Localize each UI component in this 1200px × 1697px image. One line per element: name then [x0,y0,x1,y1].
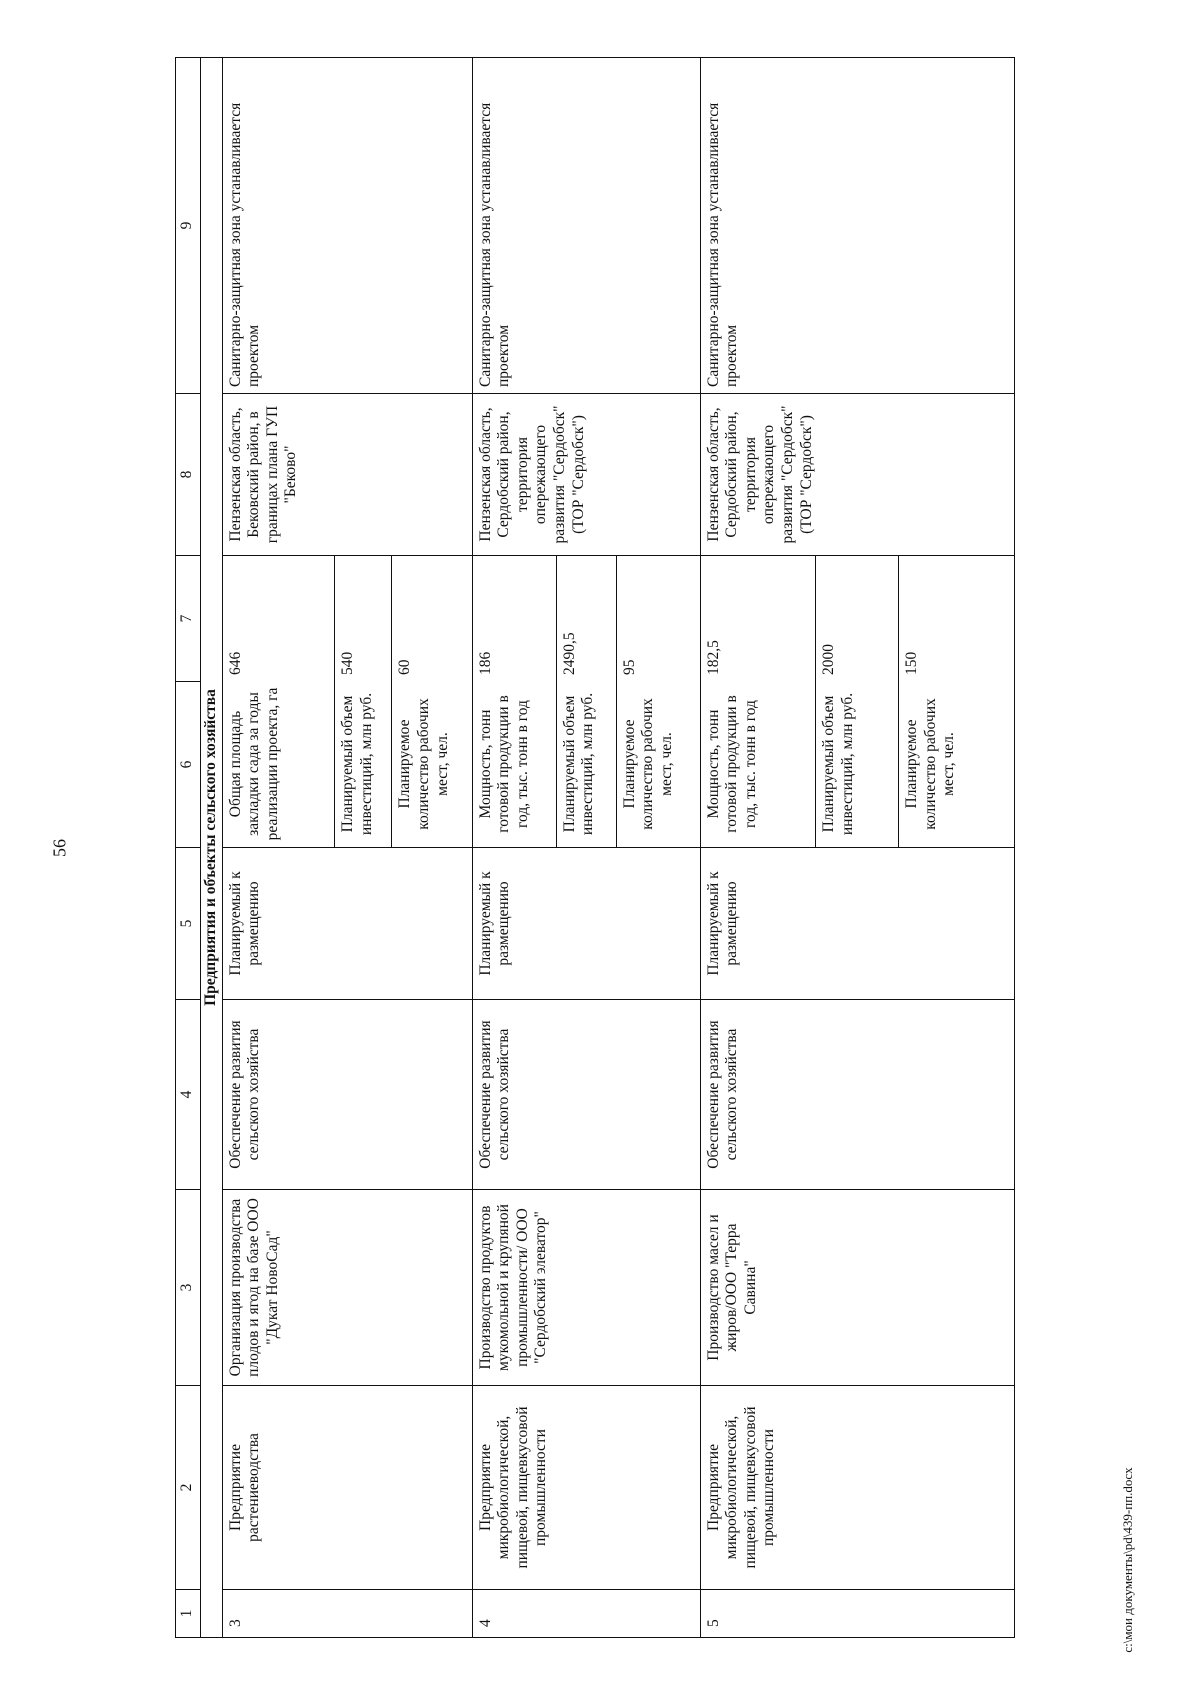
characteristics-cell [472,556,700,848]
col-number: 5 [176,848,201,1000]
object-zone: Санитарно-защитная зона устанавливается проектом [222,58,472,394]
rotated-table-container [175,58,1015,1638]
col-number: 8 [176,394,201,556]
row-number: 5 [700,1590,1014,1638]
characteristic-row [816,555,899,847]
section-title: Предприятия и объекты сельского хозяйства [201,58,223,1638]
characteristic-value: 2000 [816,555,899,681]
characteristic-row [392,555,472,847]
object-status: Планируемый к размещению [700,848,1014,1000]
object-name: Производство масел и жиров/ООО "Терра Савина" [700,1190,1014,1386]
characteristic-value: 95 [616,555,700,681]
characteristic-row [616,555,700,847]
characteristic-value: 150 [899,555,1014,681]
table-row [472,58,700,1638]
characteristic-value: 186 [476,651,494,675]
object-zone: Санитарно-защитная зона устанавливается проектом [472,58,700,394]
characteristic-row [899,555,1014,847]
characteristic-label: Планируемое количество рабочих мест, чел. [392,681,472,847]
footer-file-path: c:\мои документы\pd\439-пп.docx [1120,1467,1135,1653]
characteristics-cell [700,556,1014,848]
row-number: 3 [222,1590,472,1638]
col-number: 9 [176,58,201,394]
characteristic-value: 182,5 [704,640,722,675]
object-zone: Санитарно-защитная зона устанавливается проектом [700,58,1014,394]
page-number: 56 [49,839,70,857]
col-number: 1 [176,1590,201,1638]
characteristic-row [335,555,392,847]
characteristic-row [223,555,335,847]
objects-table [175,57,1015,1638]
characteristic-value: 540 [335,555,392,681]
col-number: 6 [176,682,201,848]
col-number: 3 [176,1190,201,1386]
characteristic-label: Планируемый объем инвестиций, млн руб. [556,681,616,847]
characteristic-row [473,555,557,847]
characteristics-subtable [223,555,472,847]
object-name: Организация производства плодов и ягод на базе ООО "Дукат НовоСад" [222,1190,472,1386]
characteristic-label: Мощность, тонн готовой продукции в год, тыс. тонн в год [476,695,531,833]
object-location: Пензенская область, Бековский район, в границах плана ГУП "Беково" [222,394,472,556]
characteristic-value: 2490,5 [556,555,616,681]
characteristics-subtable [701,555,1014,847]
characteristic-label: Общая площадь закладки сада за годы реализации проекта, га [226,687,281,841]
table-row [222,58,472,1638]
object-location: Пензенская область, Сердобский район, территория опережающего развития "Сердобск" (ТОР "Сердобск") [700,394,1014,556]
object-purpose: Обеспечение развития сельского хозяйства [222,1000,472,1190]
characteristic-row [556,555,616,847]
row-number: 4 [472,1590,700,1638]
object-status: Планируемый к размещению [472,848,700,1000]
characteristic-label: Планируемое количество рабочих мест, чел. [899,681,1014,847]
characteristic-label: Планируемое количество рабочих мест, чел. [616,681,700,847]
object-location: Пензенская область, Сердобский район, территория опережающего развития "Сердобск" (ТОР "Сердобск") [472,394,700,556]
section-row [201,58,223,1638]
characteristic-value: 646 [226,651,244,675]
object-type: Предприятие растениеводства [222,1386,472,1590]
characteristic-value: 60 [392,555,472,681]
col-number: 7 [176,556,201,682]
object-purpose: Обеспечение развития сельского хозяйства [472,1000,700,1190]
characteristic-row [701,555,816,847]
object-purpose: Обеспечение развития сельского хозяйства [700,1000,1014,1190]
object-status: Планируемый к размещению [222,848,472,1000]
characteristics-cell [222,556,472,848]
col-number: 4 [176,1000,201,1190]
object-type: Предприятие микробиологической, пищевой, пищевкусовой промышленности [700,1386,1014,1590]
object-type: Предприятие микробиологической, пищевой, пищевкусовой промышленности [472,1386,700,1590]
table-row [700,58,1014,1638]
characteristic-label: Мощность, тонн готовой продукции в год, тыс. тонн в год [704,695,759,833]
column-number-row [176,58,201,1638]
characteristic-label: Планируемый объем инвестиций, млн руб. [335,681,392,847]
object-name: Производство продуктов мукомольной и крупяной промышленности/ ООО "Сердобский элеватор" [472,1190,700,1386]
characteristic-label: Планируемый объем инвестиций, млн руб. [816,681,899,847]
table-rotator [175,58,1015,1638]
col-number: 2 [176,1386,201,1590]
characteristics-subtable [473,555,700,847]
